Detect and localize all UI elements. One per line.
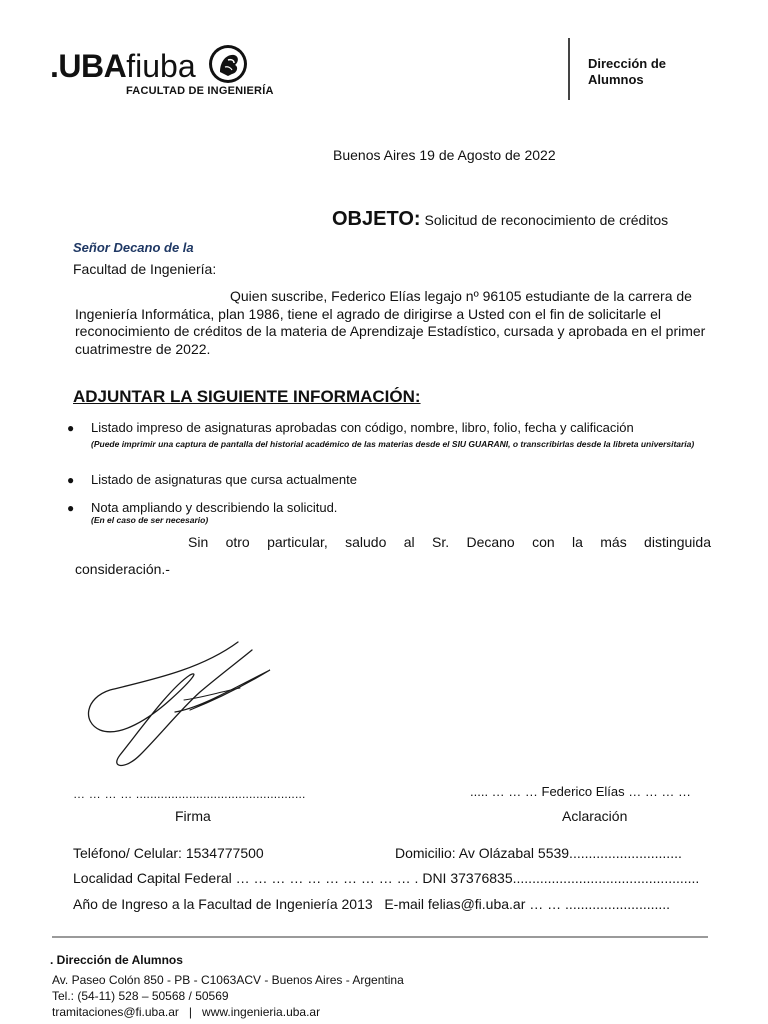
logo-subtitle: FACULTAD DE INGENIERÍA <box>126 85 274 97</box>
bullet-icon: ● <box>67 421 75 435</box>
closing-line-2: consideración.- <box>75 561 170 577</box>
domicilio-line: Domicilio: Av Olázabal 5539............................. <box>395 845 682 861</box>
letter-date: Buenos Aires 19 de Agosto de 2022 <box>333 147 556 163</box>
footer-email-web: tramitaciones@fi.uba.ar | www.ingenieria.uba.ar <box>52 1005 321 1019</box>
section-title: ADJUNTAR LA SIGUIENTE INFORMACIÓN: <box>73 387 421 406</box>
firma-label: Firma <box>175 808 211 824</box>
aclaracion-dots: ..... … … … Federico Elías … … … … <box>470 784 692 799</box>
closing-text-1: Sin otro particular, saludo al Sr. Decano con la más distinguida <box>188 534 711 550</box>
handwritten-signature <box>80 630 280 780</box>
footer-phone: Tel.: (54-11) 528 – 50568 / 50569 <box>52 989 229 1003</box>
list-item: Nota ampliando y describiendo la solicitud. <box>91 500 338 515</box>
closing-line-1 <box>75 534 711 550</box>
list-item-note: (En el caso de ser necesario) <box>91 515 209 525</box>
objeto-label: OBJETO: <box>332 208 421 230</box>
greeting-line-2: Facultad de Ingeniería: <box>73 261 217 277</box>
list-item: Listado impreso de asignaturas aprobadas con código, nombre, libro, folio, fecha y calificación <box>91 420 634 435</box>
greeting-line-1: Señor Decano de la <box>73 240 194 255</box>
objeto-text: Solicitud de reconocimiento de créditos <box>424 212 669 228</box>
footer-divider <box>52 936 708 938</box>
objeto-line <box>332 208 668 231</box>
logo-uba-text: .UBA <box>50 48 127 84</box>
footer-address: Av. Paseo Colón 850 - PB - C1063ACV - Buenos Aires - Argentina <box>52 973 404 987</box>
footer-title: . Dirección de Alumnos <box>50 953 183 967</box>
aclaracion-label: Aclaración <box>562 808 628 824</box>
bullet-icon: ● <box>67 501 75 515</box>
telefono-line: Teléfono/ Celular: 1534777500 <box>73 845 264 861</box>
bullet-icon: ● <box>67 473 75 487</box>
header-department: Dirección de Alumnos <box>588 56 667 87</box>
list-item: Listado de asignaturas que cursa actualmente <box>91 472 357 487</box>
header-divider <box>568 38 570 100</box>
fiuba-seal-icon <box>206 42 250 86</box>
ingreso-email-line: Año de Ingreso a la Facultad de Ingeniería 2013 E-mail felias@fi.uba.ar … … ........................... <box>73 896 671 912</box>
list-item-note: (Puede imprimir una captura de pantalla del historial académico de las materias desde el SIU GUARANI, o transcribirlas desde la libreta universitaria) <box>91 439 695 449</box>
localidad-dni-line: Localidad Capital Federal … … … … … … … … … … . DNI 37376835................................................ <box>73 870 700 886</box>
letter-body: Quien suscribe, Federico Elías legajo nº 96105 estudiante de la carrera de Ingeniería Informática, plan 1986, tiene el agrado de dirigirse a Usted con el fin de solicitarle el reconocimiento de créditos de la materia de Aprendizaje Estadístico, cursada y aprobada en el primer cuatrimestre de 2022. <box>75 288 706 357</box>
uba-fiuba-logo <box>50 50 196 82</box>
firma-dots: … … … … ................................................ <box>73 787 306 801</box>
logo-fiuba-text: fiuba <box>126 48 196 84</box>
